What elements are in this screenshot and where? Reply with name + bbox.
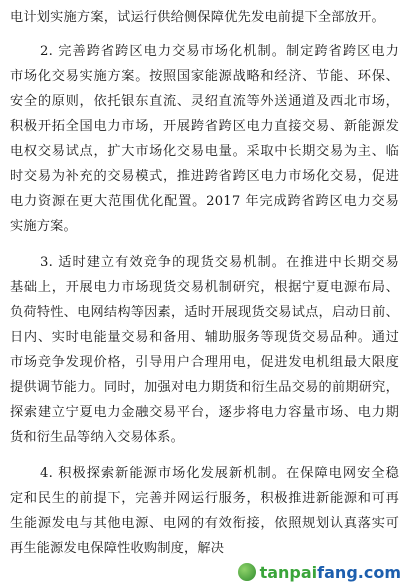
leaf-logo-icon bbox=[237, 562, 257, 582]
watermark-text-green: tanpai bbox=[259, 562, 318, 582]
text-line: 日内、实时电能量交易和备用、辅助服务等现货交易品种。通过 bbox=[10, 330, 399, 345]
text-line: 生能源发电与其他电源、电网的有效衔接，依照规划认真落实可 bbox=[10, 516, 399, 531]
text-line: 时交易为补充的交易模式，推进跨省跨区电力市场化交易，促进 bbox=[10, 169, 399, 184]
site-watermark bbox=[237, 561, 401, 583]
text-line: 电力资源在更大范围优化配置。2017 年完成跨省跨区电力交易 bbox=[10, 194, 399, 209]
text-line: 3. 适时建立有效竞争的现货交易机制。在推进中长期交易 bbox=[40, 255, 399, 270]
text-line: 市场竞争发现价格，引导用户合理用电，促进发电机组最大限度 bbox=[10, 355, 399, 370]
text-line: 实施方案。 bbox=[10, 219, 77, 234]
watermark-text-blue: fang.com bbox=[317, 562, 401, 582]
text-line: 2. 完善跨省跨区电力交易市场化机制。制定跨省跨区电力 bbox=[40, 44, 399, 59]
text-line: 基础上，开展电力市场现货交易机制研究，根据宁夏电源布局、 bbox=[10, 280, 399, 295]
text-line: 提供调节能力。同时，加强对电力期货和衍生品交易的前期研究， bbox=[10, 380, 399, 395]
text-line: 4. 积极探索新能源市场化发展新机制。在保障电网安全稳 bbox=[40, 466, 399, 481]
text-line: 负荷特性、电网结构等因素，适时开展现货交易试点，启动日前、 bbox=[10, 305, 399, 320]
text-line: 电权交易试点，扩大市场化交易电量。采取中长期交易为主、临 bbox=[10, 144, 399, 159]
text-line: 货和衍生品等纳入交易体系。 bbox=[10, 430, 185, 445]
watermark-text bbox=[260, 563, 401, 582]
text-line: 市场化交易实施方案。按照国家能源战略和经济、节能、环保、 bbox=[10, 69, 399, 84]
text-line: 积极开拓全国电力市场，开展跨省跨区电力直接交易、新能源发 bbox=[10, 119, 399, 134]
text-line: 安全的原则，依托银东直流、灵绍直流等外送通道及西北市场， bbox=[10, 94, 399, 109]
text-line: 探索建立宁夏电力金融交易平台，逐步将电力容量市场、电力期 bbox=[10, 405, 399, 420]
text-line: 定和民生的前提下，完善并网运行服务，积极推进新能源和可再 bbox=[10, 491, 399, 506]
text-line: 电计划实施方案，试运行供给侧保障优先发电前提下全部放开。 bbox=[10, 10, 385, 25]
text-line: 再生能源发电保障性收购制度，解决 bbox=[10, 541, 225, 556]
